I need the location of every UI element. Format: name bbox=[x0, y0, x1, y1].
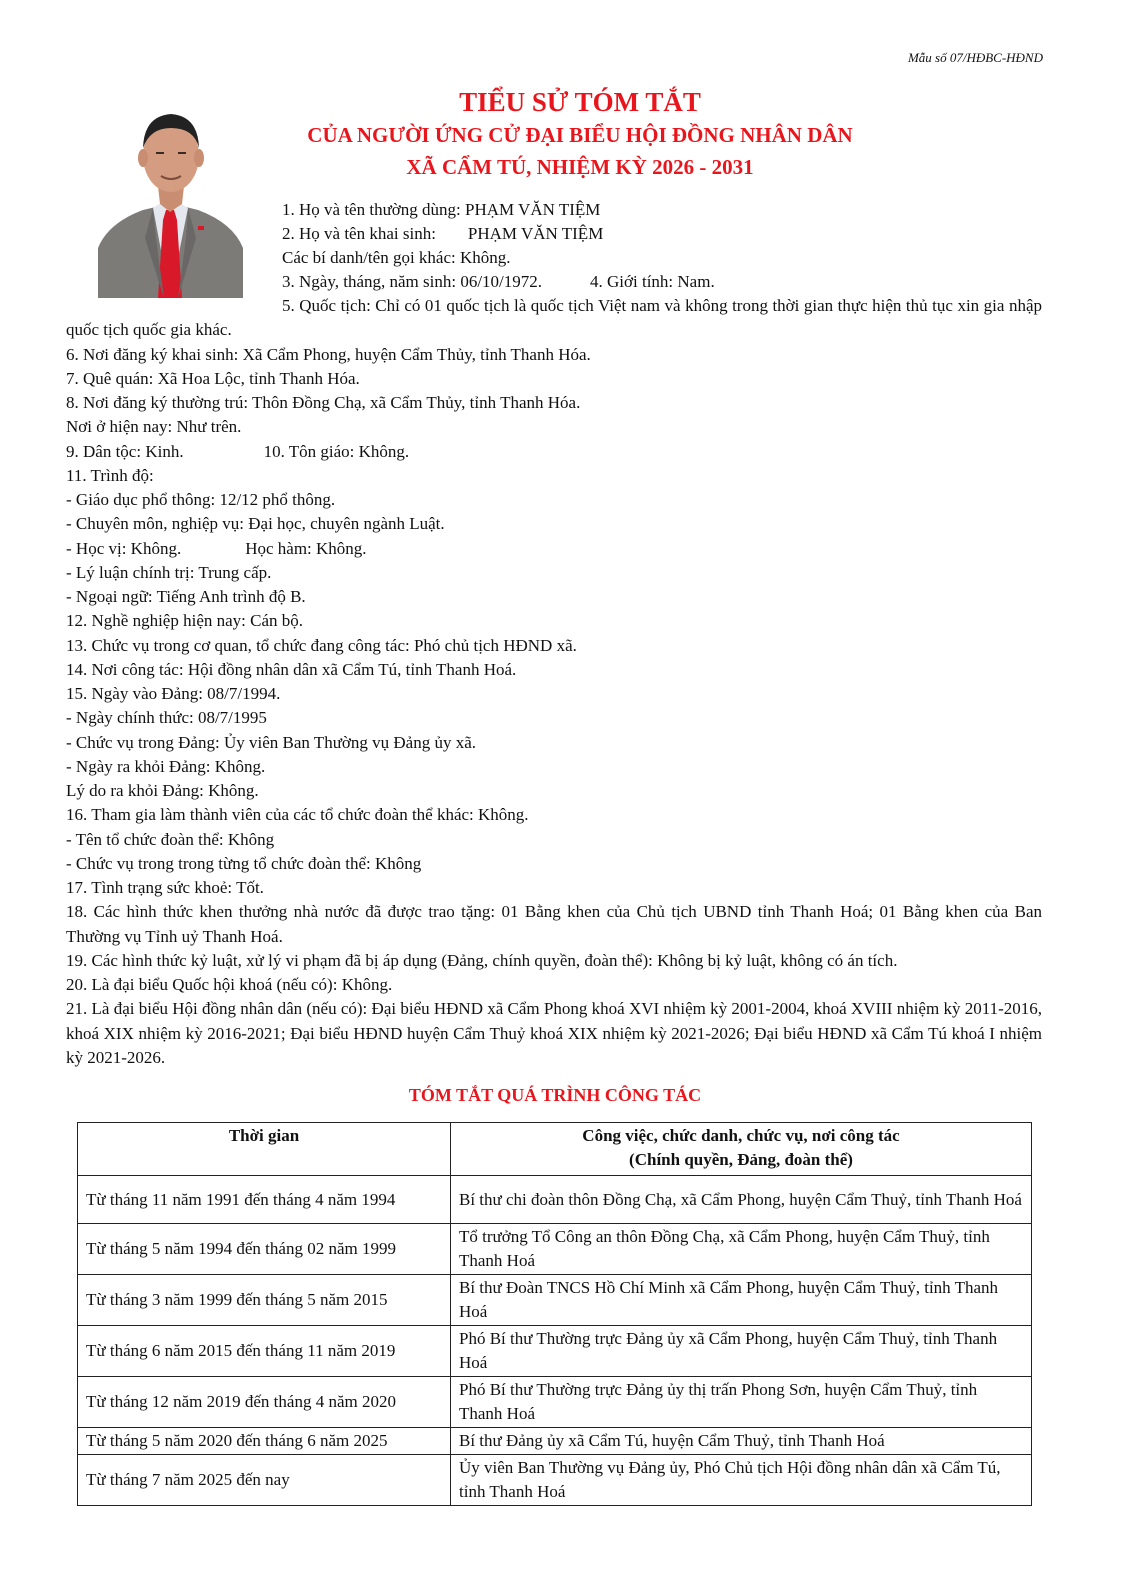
role-cell: Phó Bí thư Thường trực Đảng ủy thị trấn Phong Sơn, huyện Cẩm Thuỷ, tỉnh Thanh Hoá bbox=[451, 1377, 1032, 1428]
field-degree-rank bbox=[66, 537, 1042, 561]
field-national-assembly: 20. Là đại biểu Quốc hội khoá (nếu có): Không. bbox=[66, 975, 393, 994]
period-cell: Từ tháng 6 năm 2015 đến tháng 11 năm 2019 bbox=[78, 1326, 451, 1377]
period-cell: Từ tháng 5 năm 2020 đến tháng 6 năm 2025 bbox=[78, 1428, 451, 1455]
period-cell: Từ tháng 7 năm 2025 đến nay bbox=[78, 1455, 451, 1506]
field-common-name: 1. Họ và tên thường dùng: PHẠM VĂN TIỆM bbox=[282, 200, 601, 219]
field-discipline: 19. Các hình thức kỷ luật, xử lý vi phạm đã bị áp dụng (Đảng, chính quyền, đoàn thể): Không bị kỷ luật, không có án tích. bbox=[66, 950, 898, 970]
field-ethnicity: 9. Dân tộc: Kinh. bbox=[66, 441, 184, 461]
field-ethnicity-religion bbox=[66, 440, 1042, 464]
table-row bbox=[78, 1377, 1032, 1428]
header-period: Thời gian bbox=[78, 1123, 451, 1176]
field-birth-name-label: 2. Họ và tên khai sinh: bbox=[282, 224, 436, 243]
work-history-title: TÓM TẮT QUÁ TRÌNH CÔNG TÁC bbox=[408, 1085, 702, 1105]
table-header-row bbox=[78, 1123, 1032, 1176]
field-health: 17. Tình trạng sức khoẻ: Tốt. bbox=[66, 878, 264, 897]
field-awards: 18. Các hình thức khen thưởng nhà nước đã được trao tặng: 01 Bằng khen của Chủ tịch UBND tỉnh Thanh Hoá; 01 Bằng khen của Ban Thường vụ Tỉnh uỷ Thanh Hoá. bbox=[66, 902, 1042, 946]
header-role-line-2: (Chính quyền, Đảng, đoàn thể) bbox=[629, 1150, 853, 1169]
biography-body bbox=[66, 294, 1042, 1070]
table-row bbox=[78, 1455, 1032, 1506]
period-cell: Từ tháng 5 năm 1994 đến tháng 02 năm 1999 bbox=[78, 1224, 451, 1275]
table-row bbox=[78, 1428, 1032, 1455]
form-number: Mẫu số 07/HĐBC-HĐND bbox=[907, 50, 1043, 65]
field-party-official-date: - Ngày chính thức: 08/7/1995 bbox=[66, 708, 267, 728]
field-birth-name bbox=[282, 222, 603, 246]
field-birth-date: 3. Ngày, tháng, năm sinh: 06/10/1972. bbox=[282, 272, 543, 291]
field-gender: 4. Giới tính: Nam. bbox=[590, 272, 715, 291]
work-history-table bbox=[77, 1122, 1032, 1506]
role-cell: Tổ trưởng Tổ Công an thôn Đồng Chạ, xã Cẩm Phong, huyện Cẩm Thuỷ, tỉnh Thanh Hoá bbox=[451, 1224, 1032, 1275]
table-row bbox=[78, 1176, 1032, 1224]
field-religion: 10. Tôn giáo: Không. bbox=[263, 441, 410, 461]
field-birth-date-gender bbox=[282, 270, 715, 294]
field-left-party-reason: Lý do ra khỏi Đảng: Không. bbox=[66, 781, 259, 800]
field-aliases: Các bí danh/tên gọi khác: Không. bbox=[282, 248, 511, 267]
field-current-residence: Nơi ở hiện nay: Như trên. bbox=[66, 417, 242, 437]
field-nationality: 5. Quốc tịch: Chỉ có 01 quốc tịch là quốc tịch Việt nam và không trong thời gian thực hiện thủ tục xin gia nhập quốc tịch quốc gia khác. bbox=[66, 296, 1042, 340]
field-organization-name: - Tên tổ chức đoàn thể: Không bbox=[66, 829, 275, 849]
field-birth-name-value: PHẠM VĂN TIỆM bbox=[467, 224, 604, 243]
period-cell: Từ tháng 12 năm 2019 đến tháng 4 năm 2020 bbox=[78, 1377, 451, 1428]
field-occupation: 12. Nghề nghiệp hiện nay: Cán bộ. bbox=[66, 611, 304, 631]
title-line-3: XÃ CẨM TÚ, NHIỆM KỲ 2026 - 2031 bbox=[406, 155, 754, 179]
field-general-education: - Giáo dục phổ thông: 12/12 phổ thông. bbox=[66, 490, 336, 509]
field-specialty: - Chuyên môn, nghiệp vụ: Đại học, chuyên ngành Luật. bbox=[66, 514, 445, 534]
period-cell: Từ tháng 3 năm 1999 đến tháng 5 năm 2015 bbox=[78, 1275, 451, 1326]
field-hometown: 7. Quê quán: Xã Hoa Lộc, tỉnh Thanh Hóa. bbox=[66, 368, 360, 388]
title-main: TIỂU SỬ TÓM TẮT bbox=[459, 87, 701, 117]
field-political-theory: - Lý luận chính trị: Trung cấp. bbox=[66, 562, 272, 582]
title-line-2: CỦA NGƯỜI ỨNG CỬ ĐẠI BIỂU HỘI ĐỒNG NHÂN DÂN bbox=[307, 123, 853, 147]
field-position: 13. Chức vụ trong cơ quan, tổ chức đang công tác: Phó chủ tịch HĐND xã. bbox=[66, 635, 577, 655]
field-workplace: 14. Nơi công tác: Hội đồng nhân dân xã Cẩm Tú, tỉnh Thanh Hoá. bbox=[66, 659, 517, 679]
role-cell: Phó Bí thư Thường trực Đảng ủy xã Cẩm Phong, huyện Cẩm Thuỷ, tỉnh Thanh Hoá bbox=[451, 1326, 1032, 1377]
field-party-position: - Chức vụ trong Đảng: Ủy viên Ban Thường vụ Đảng ủy xã. bbox=[66, 732, 477, 752]
role-cell: Bí thư Đoàn TNCS Hồ Chí Minh xã Cẩm Phong, huyện Cẩm Thuỷ, tỉnh Thanh Hoá bbox=[451, 1275, 1032, 1326]
table-row bbox=[78, 1224, 1032, 1275]
field-education-heading: 11. Trình độ: bbox=[66, 465, 154, 485]
role-cell: Ủy viên Ban Thường vụ Đảng ủy, Phó Chủ tịch Hội đồng nhân dân xã Cẩm Tú, tỉnh Thanh Hoá bbox=[451, 1455, 1032, 1506]
field-degree: - Học vị: Không. bbox=[66, 538, 182, 558]
portrait-photo bbox=[98, 98, 243, 298]
field-organization-position: - Chức vụ trong trong từng tổ chức đoàn thể: Không bbox=[66, 853, 422, 873]
table-row bbox=[78, 1275, 1032, 1326]
field-party-join-date: 15. Ngày vào Đảng: 08/7/1994. bbox=[66, 684, 281, 703]
role-cell: Bí thư Đảng ủy xã Cẩm Tú, huyện Cẩm Thuỷ, tỉnh Thanh Hoá bbox=[451, 1428, 1032, 1455]
header-role-line-1: Công việc, chức danh, chức vụ, nơi công tác bbox=[582, 1126, 900, 1145]
field-council-delegate: 21. Là đại biểu Hội đồng nhân dân (nếu có): Đại biểu HĐND xã Cẩm Phong khoá XVI nhiệm kỳ 2001-2004, khoá XVIII nhiệm kỳ 2011-2016, khoá XIX nhiệm kỳ 2016-2021; Đại biểu HĐND huyện Cẩm Thuỷ khoá XIX nhiệm kỳ 2021-2026; Đại biểu HĐND xã Cẩm Tú khoá I nhiệm kỳ 2021-2026. bbox=[66, 999, 1042, 1067]
period-cell: Từ tháng 11 năm 1991 đến tháng 4 năm 1994 bbox=[78, 1176, 451, 1224]
table-row bbox=[78, 1326, 1032, 1377]
field-birth-registration: 6. Nơi đăng ký khai sinh: Xã Cẩm Phong, huyện Cẩm Thủy, tỉnh Thanh Hóa. bbox=[66, 344, 591, 364]
field-foreign-language: - Ngoại ngữ: Tiếng Anh trình độ B. bbox=[66, 587, 306, 606]
document-title bbox=[280, 85, 880, 183]
field-other-organizations: 16. Tham gia làm thành viên của các tổ chức đoàn thể khác: Không. bbox=[66, 805, 529, 825]
role-cell: Bí thư chi đoàn thôn Đồng Chạ, xã Cẩm Phong, huyện Cẩm Thuỷ, tỉnh Thanh Hoá bbox=[451, 1176, 1032, 1224]
field-permanent-residence: 8. Nơi đăng ký thường trú: Thôn Đồng Chạ, xã Cẩm Thủy, tỉnh Thanh Hóa. bbox=[66, 393, 581, 412]
header-role bbox=[451, 1123, 1032, 1176]
portrait-icon bbox=[98, 98, 243, 298]
field-left-party-date: - Ngày ra khỏi Đảng: Không. bbox=[66, 756, 266, 776]
field-academic-rank: Học hàm: Không. bbox=[245, 538, 367, 558]
